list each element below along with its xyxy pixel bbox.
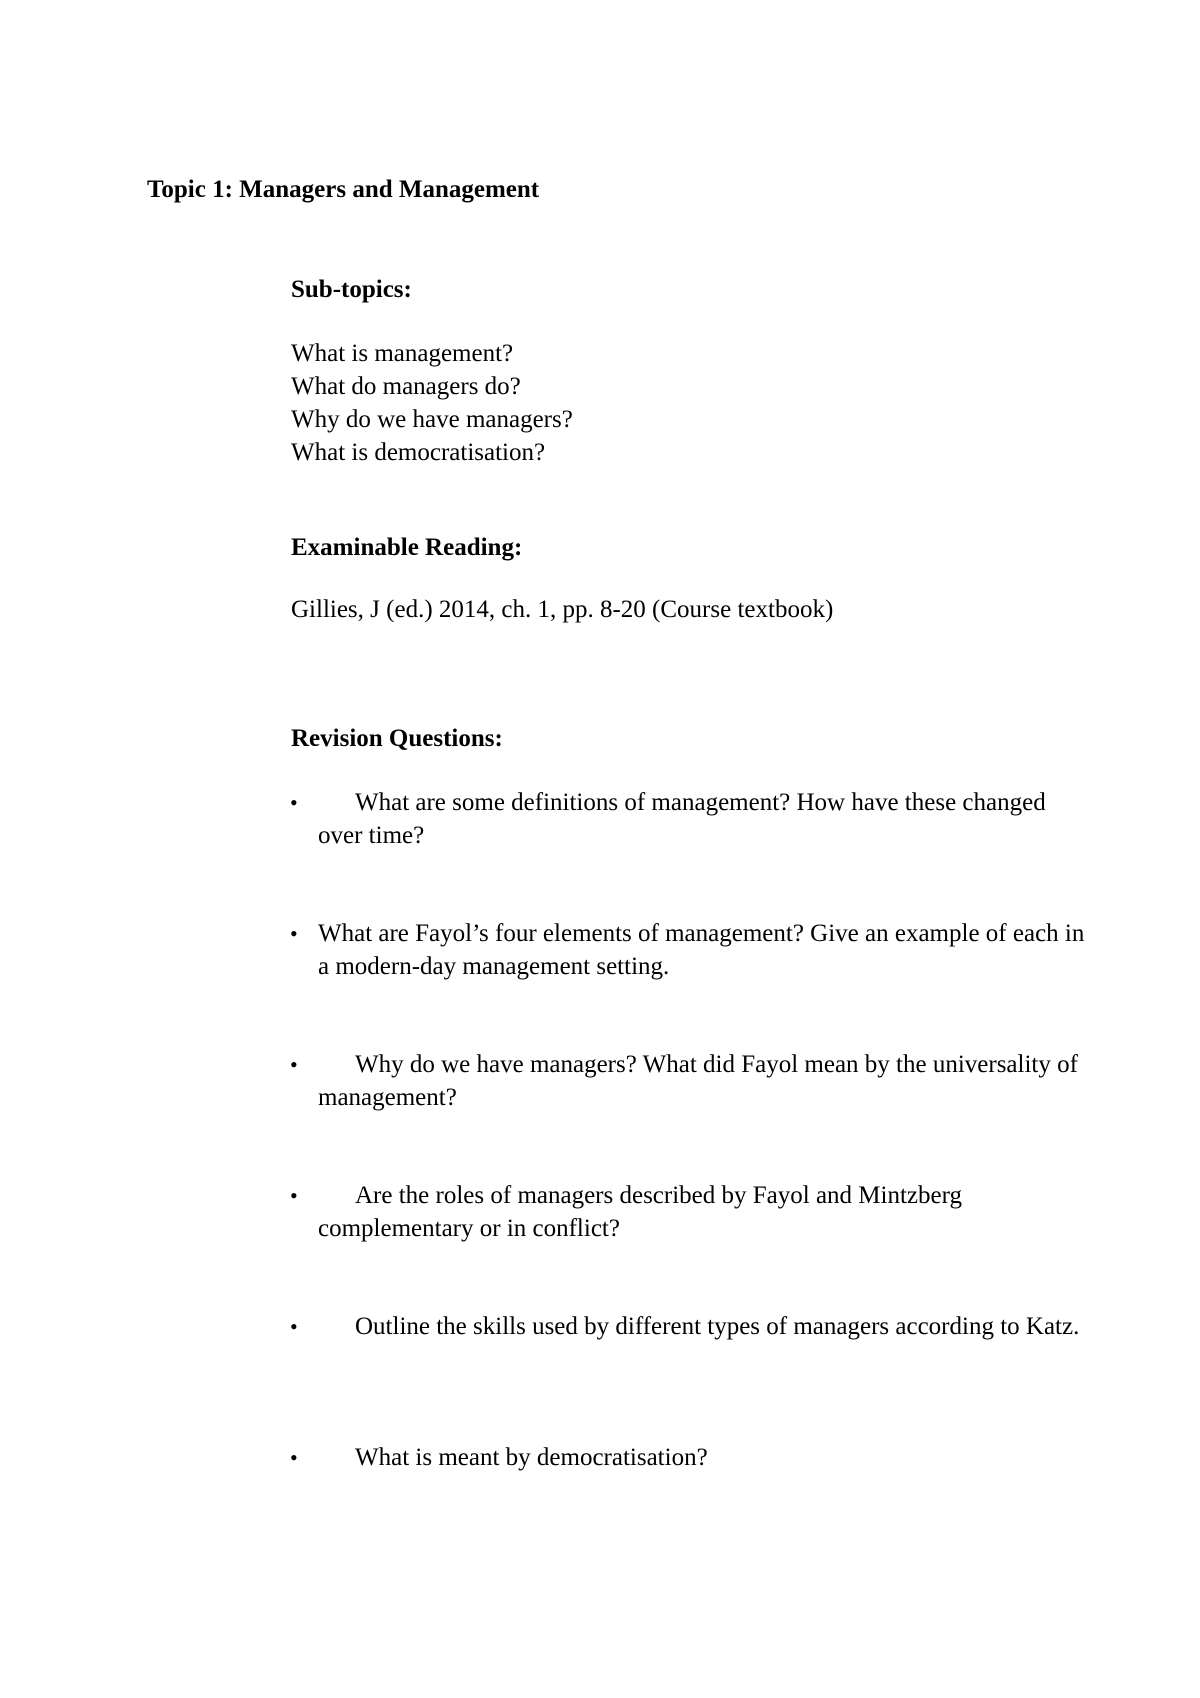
revision-question <box>290 1441 1090 1474</box>
question-text: What is meant by democratisation? <box>355 1444 708 1471</box>
question-text: Are the roles of managers described by Fayol and Mintzberg complementary or in conflict? <box>318 1182 962 1242</box>
revision-question <box>290 786 1090 852</box>
subtopic-item: What is management? <box>291 340 514 367</box>
revision-question <box>290 917 1090 983</box>
subtopic-item: Why do we have managers? <box>291 406 573 433</box>
bullet-icon: • <box>290 921 298 946</box>
bullet-icon: • <box>290 1314 298 1339</box>
question-text: Outline the skills used by different types of managers according to Katz. <box>355 1313 1080 1340</box>
revision-question <box>290 1048 1090 1114</box>
question-text: What are some definitions of management? How have these changed over time? <box>318 789 1046 849</box>
question-text: What are Fayol’s four elements of management? Give an example of each in a modern-day management setting. <box>318 920 1085 980</box>
question-text: Why do we have managers? What did Fayol mean by the universality of management? <box>318 1051 1078 1111</box>
subtopic-item: What is democratisation? <box>291 439 546 466</box>
page-title: Topic 1: Managers and Management <box>147 176 540 203</box>
bullet-icon: • <box>290 790 298 815</box>
reading-heading: Examinable Reading: <box>291 534 523 561</box>
bullet-icon: • <box>290 1183 298 1208</box>
revision-question <box>290 1179 1090 1245</box>
bullet-icon: • <box>290 1445 298 1470</box>
subtopics-heading: Sub-topics: <box>291 276 412 303</box>
revision-question <box>290 1310 1090 1343</box>
subtopic-item: What do managers do? <box>291 373 521 400</box>
bullet-icon: • <box>290 1052 298 1077</box>
revision-heading: Revision Questions: <box>291 725 503 752</box>
subtopics-list <box>291 337 1091 469</box>
reading-citation: Gillies, J (ed.) 2014, ch. 1, pp. 8-20 (Course textbook) <box>291 596 834 623</box>
